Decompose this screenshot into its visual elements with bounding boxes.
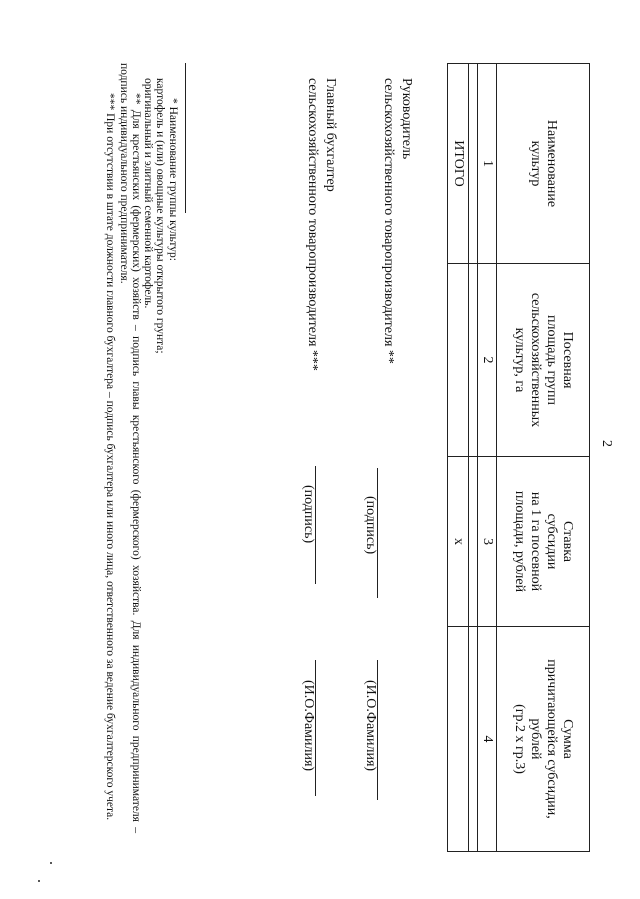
footnote-2: ** Для крестьянских (фермерских) хозяйств – подпись главы крестьянского (фермерского) хозяйства. Для индивидуального предпринимателя – подпись индивидуального предпринимателя. bbox=[118, 63, 142, 833]
total-rate-cell: х bbox=[448, 457, 469, 627]
accountant-name-caption: (И.О.Фамилия) bbox=[301, 680, 316, 772]
header-subsidy-rate: Ставка субсидии на 1 га посевной площади, рублей bbox=[497, 457, 590, 627]
column-number: 1 bbox=[478, 64, 497, 264]
table-cell bbox=[469, 627, 478, 852]
page-number: 2 bbox=[599, 440, 614, 447]
accountant-title: Главный бухгалтер bbox=[323, 78, 338, 192]
table-header-row bbox=[497, 64, 590, 852]
subsidy-table bbox=[447, 63, 590, 852]
table-cell bbox=[469, 457, 478, 627]
head-name-caption: (И.О.Фамилия) bbox=[363, 680, 378, 772]
table-cell bbox=[469, 64, 478, 264]
total-row bbox=[448, 64, 469, 852]
head-title: Руководитель bbox=[399, 78, 414, 160]
total-area-cell bbox=[448, 264, 469, 457]
column-number-row bbox=[478, 64, 497, 852]
head-signature-caption: (подпись) bbox=[363, 496, 378, 555]
scan-speck bbox=[38, 880, 40, 882]
accountant-title-org: сельскохозяйственного товаропроизводителя *** bbox=[305, 78, 320, 371]
footnote-1-item: оригинальный и элитный семенной картофель. bbox=[142, 78, 154, 309]
head-title-org: сельскохозяйственного товаропроизводителя ** bbox=[381, 78, 396, 364]
header-sown-area: Посевная площадь групп сельскохозяйственных культур, га bbox=[497, 264, 590, 457]
table-row bbox=[469, 64, 478, 852]
table-cell bbox=[469, 264, 478, 457]
column-number: 4 bbox=[478, 627, 497, 852]
column-number: 3 bbox=[478, 457, 497, 627]
header-crop-name: Наименование культур bbox=[497, 64, 590, 264]
header-subsidy-sum: Сумма причитающейся субсидии, рублей (гр.2 х гр.3) bbox=[497, 627, 590, 852]
footnote-1-item: картофель и (или) овощные культуры открытого грунта; bbox=[154, 78, 166, 354]
scan-speck bbox=[50, 862, 52, 864]
column-number: 2 bbox=[478, 264, 497, 457]
footnote-1-title: * Наименование группы культур: bbox=[167, 98, 179, 261]
total-label: ИТОГО bbox=[448, 64, 469, 264]
footnote-3: *** При отсутствии в штате должности главного бухгалтера – подпись бухгалтера или иного лица, ответственного за ведение бухгалтерского учета. bbox=[104, 93, 116, 821]
accountant-signature-caption: (подпись) bbox=[301, 485, 316, 544]
footnote-separator bbox=[185, 63, 186, 213]
total-sum-cell bbox=[448, 627, 469, 852]
